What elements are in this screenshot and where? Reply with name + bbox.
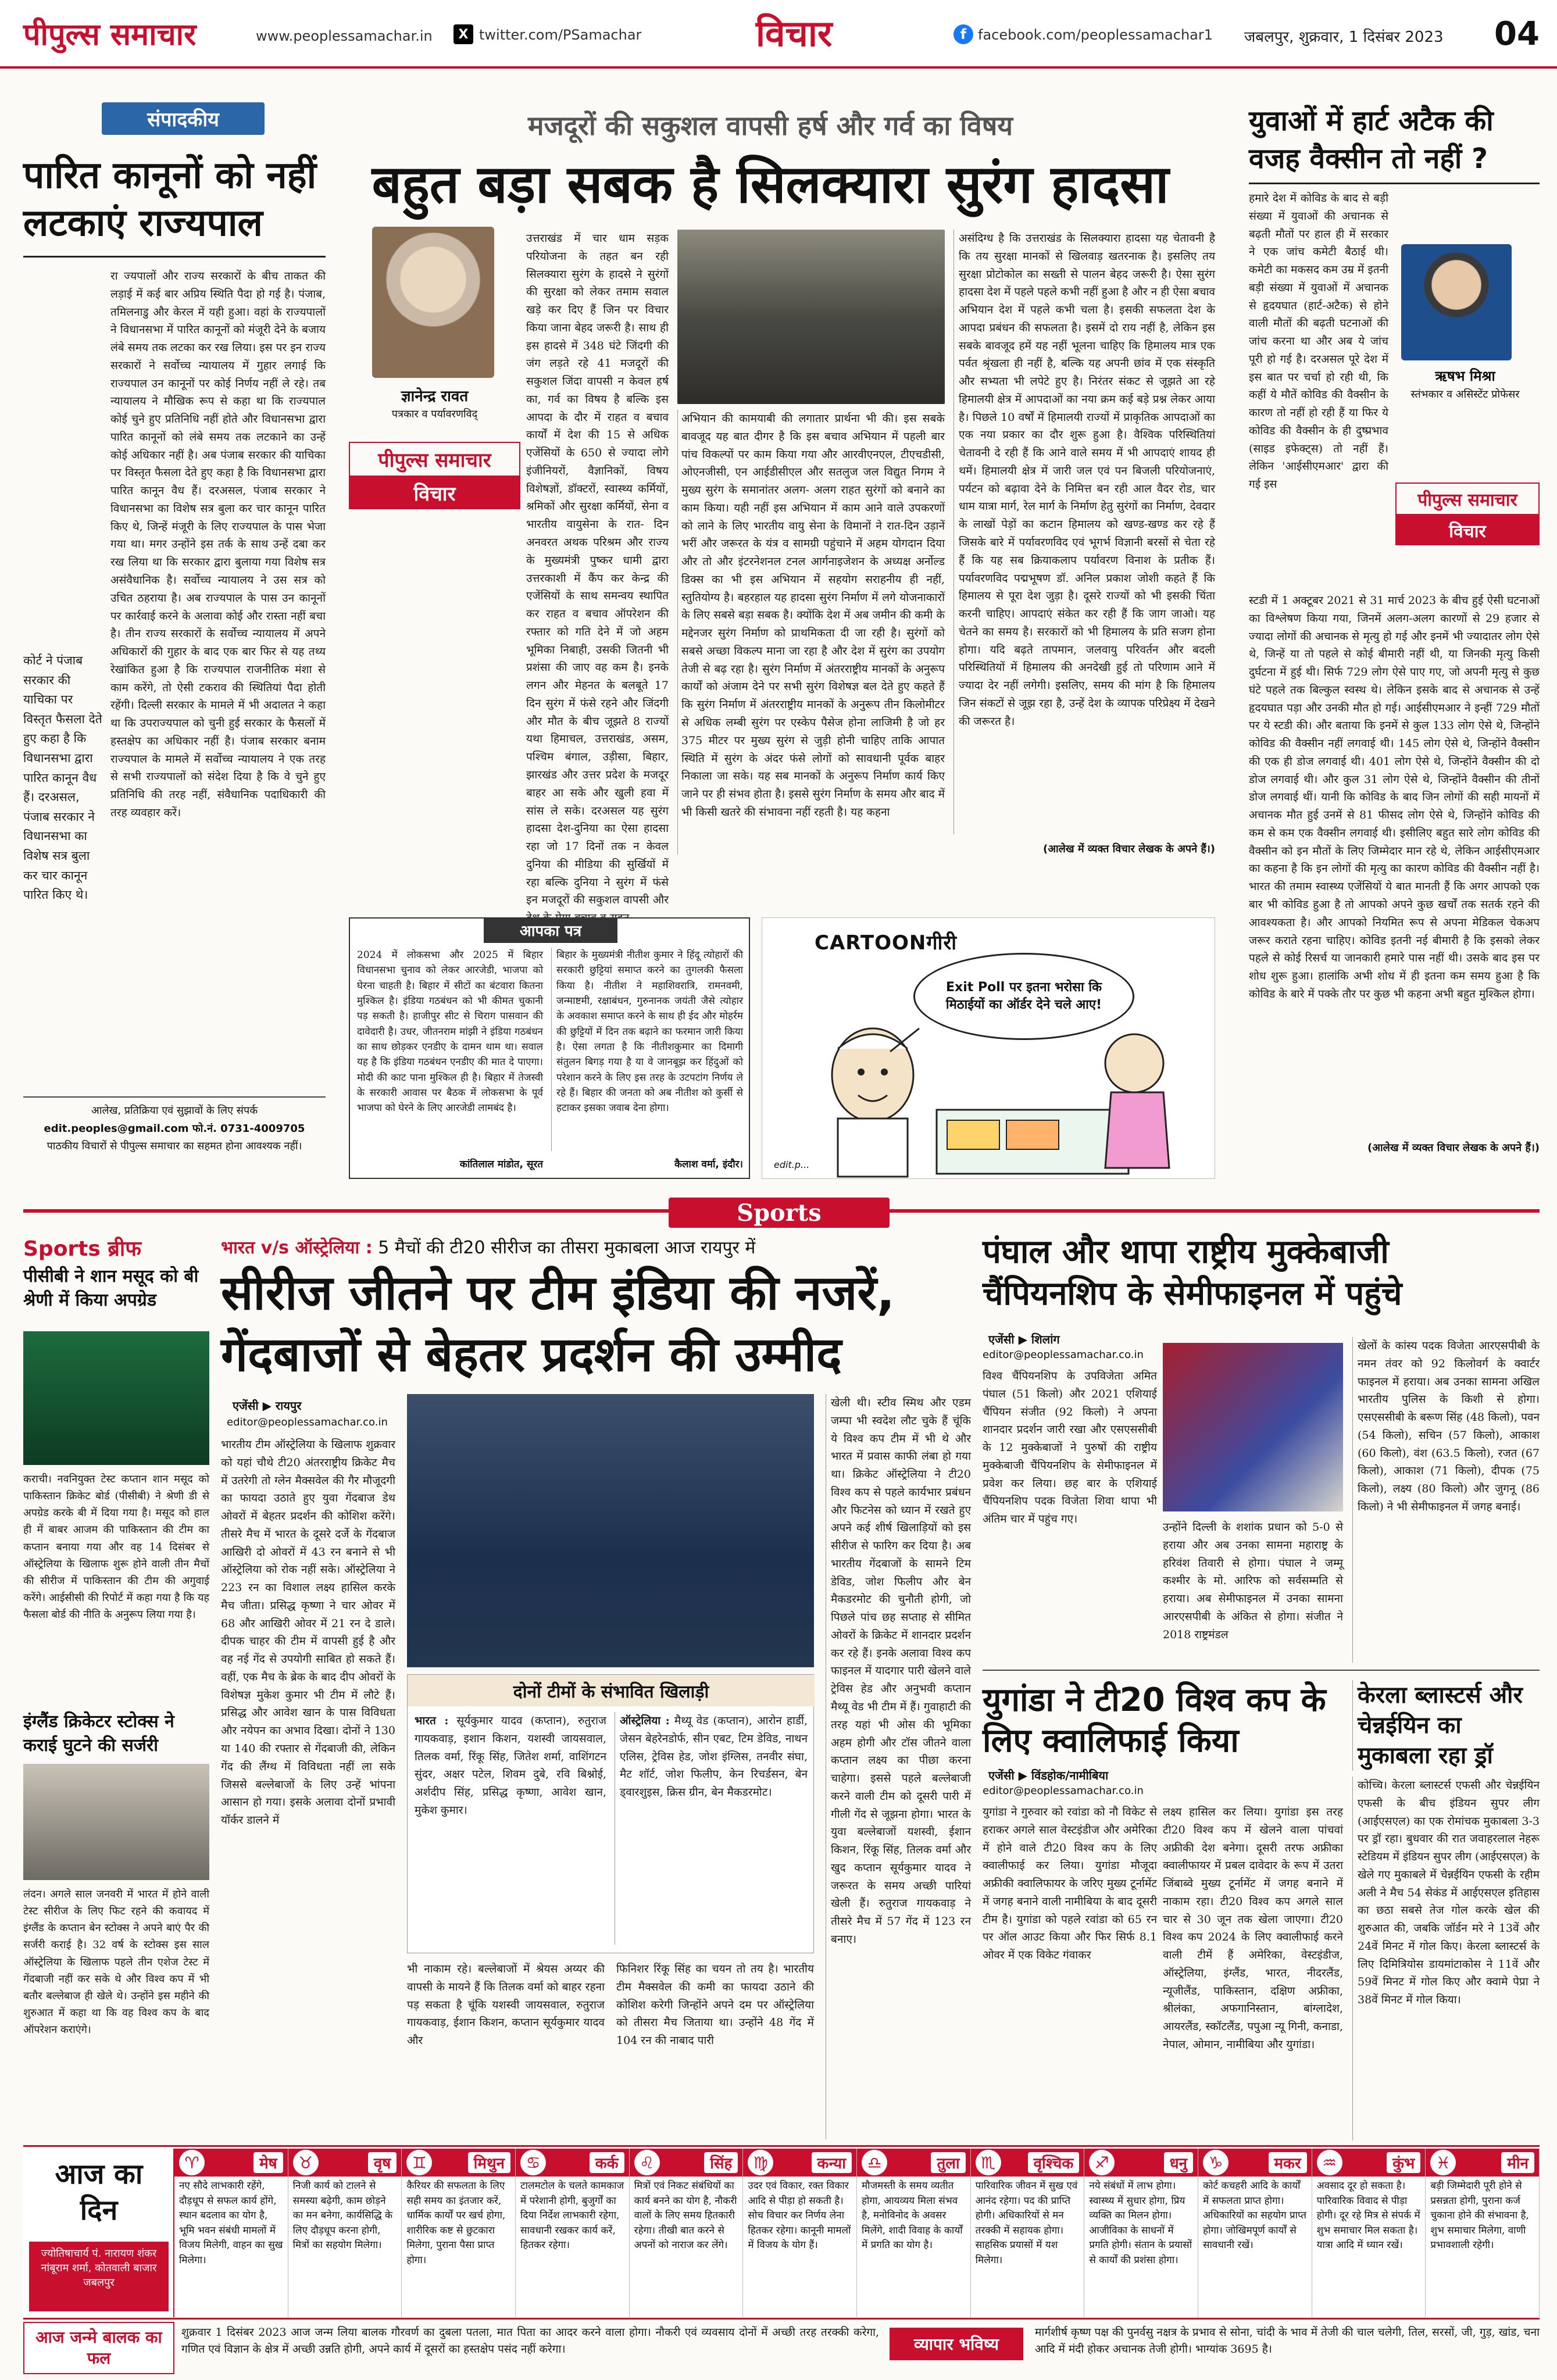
- letter-2-author: कैलाश वर्मा, इंदौर।: [674, 1159, 743, 1170]
- zodiac-icon: ♒: [1317, 2150, 1342, 2175]
- boxing-email[interactable]: editor@peoplessamachar.co.in: [983, 1349, 1144, 1361]
- main-agency: एजेंसी ▶ रायपुर: [233, 1399, 302, 1413]
- rashi-prediction: मित्रों एवं निकट संबंधियों का कार्य बनने का योग है, नौकरी वालों के लिए समय हितकारी रहेगा। तीखी बात करने से अपनों को नाराज कर लेंगे।: [634, 2180, 737, 2251]
- kerala-body: कोच्चि। केरला ब्लास्टर्स एफसी और चेन्नईयिन एफसी के बीच इंडियन सुपर लीग (आईएसएल) का एक रोमांचक मुकाबला 3-3 पर ड्रॉ रहा। बुधवार की रात जवाहरलाल नेहरू स्टेडियम में इंडियन सुपर लीग (आईएसएल) के खेले गए मुकाबले में चेन्नईयिन एफसी के रहीम अली ने मैच 54 सेकंड में आईएसएल इतिहास का छठा सबसे तेज गोल करके खेल की शुरुआत की, जबकि जॉर्डन मरे ने 13वें और 24वें मिनट में गोल किए। केरला ब्लास्टर्स के लिए दिमित्रियोस डायमांटाकोस ने 11वें और 59वें मिनट में गोल किए और क्वामे पेप्रा ने 38वें मिनट में गोल किया।: [1352, 1777, 1540, 2140]
- tunnel-photo: [677, 230, 945, 404]
- zodiac-icon: ♑: [1203, 2150, 1229, 2175]
- uganda-email[interactable]: editor@peoplessamachar.co.in: [983, 1785, 1144, 1797]
- squad-india-label: भारत :: [415, 1714, 449, 1727]
- editorial-headline: पारित कानूनों को नहीं लटकाएं राज्यपाल: [23, 154, 317, 245]
- cartoon-drawing: [762, 918, 1216, 1180]
- sports-banner: Sports: [669, 1198, 890, 1228]
- rashi-prediction: नये संबंधों में लाभ होगा। स्वास्थ्य में सुधार होगा, प्रिय व्यक्ति का मिलन होगा। आजीविका के साधनों में प्रगति होगी। संतान के प्रयासों से कार्यों की प्रशंसा होगा।: [1089, 2180, 1192, 2266]
- letter-1-author: कांतिलाल मांडोत, सूरत: [459, 1159, 543, 1170]
- rashi-header: [1426, 2149, 1539, 2177]
- sidebar-brand-section: विचार: [1395, 515, 1540, 545]
- horoscope-title-2: दिन: [80, 2194, 118, 2227]
- rashi-cell: [1084, 2149, 1198, 2317]
- editorial-rule: [23, 256, 326, 258]
- website-link[interactable]: www.peoplessamachar.in: [256, 28, 433, 44]
- uganda-col1: युगांडा ने गुरुवार को रवांडा को नौ विकेट से हराकर अगले साल वेस्टइंडीज और अमेरिका में होने वाले टी20 विश्व कप के लिए क्वालीफाई कर लिया। युगांडा मौजूदा अफ्रीकी क्वालिफायर के जरिए मुख्य टूर्नामेंट में जगह बनाने वाली नामीबिया के बाद दूसरी टीम है। युगांडा को पहले रवांडा को 65 रन पर ऑल आउट किया और फिर सिर्फ 8.1 ओवर में एक विकेट गंवाकर: [983, 1806, 1157, 1962]
- rashi-name: मकर: [1269, 2152, 1307, 2173]
- squad-aus-list: मैथ्यू वेड (कप्तान), आरोन हार्डी, जेसन बेहरेनडोर्फ, सीन एबट, टिम डेविड, नाथन एलिस, ट्रेविस हेड, जोश इंग्लिस, तनवीर संघा, मैट शॉर्ट, जोश फिलीप, केन रिचर्डसन, बेन ड्वारशुइस, क्रिस ग्रीन, बेन मैकडरमोट।: [620, 1714, 808, 1799]
- rashi-cell: [1312, 2149, 1426, 2317]
- main-headline-2: गेंदबाजों से बेहतर प्रदर्शन की उम्मीद: [221, 1327, 842, 1382]
- rashi-prediction: अवसाद दूर हो सकता है। पारिवारिक विवाद से पीड़ा होगी। दूर रहे मित्र से संपर्क में शुभ समाचार मिल सकता है। यात्रा आदि में ध्यान रखें।: [1316, 2180, 1420, 2251]
- sidebar-disclaimer: (आलेख में व्यक्त विचार लेखक के अपने हैं।): [1367, 1142, 1540, 1154]
- facebook-link[interactable]: facebook.com/peoplessamachar1: [978, 27, 1213, 43]
- rashi-cell: [743, 2149, 857, 2317]
- rashi-name: वृश्चिक: [1028, 2152, 1080, 2173]
- masthead: [0, 0, 1557, 69]
- rashi-name: कुंभ: [1387, 2152, 1420, 2173]
- rashi-name: मिथुन: [468, 2152, 510, 2173]
- rashi-header: [971, 2149, 1084, 2177]
- uganda-headline: युगांडा ने टी20 विश्व कप के लिए क्वालिफाई किया: [983, 1681, 1326, 1760]
- zodiac-icon: ♋: [520, 2150, 546, 2175]
- rashi-cell: [516, 2149, 630, 2317]
- squad-india: [415, 1712, 606, 1945]
- boxing-col1: विश्व चैंपियनशिप के उपविजेता अमित पंघाल (51 किलो) और 2021 एशियाई चैंपियन संजीत (92 किलो) ने अपना शानदार प्रदर्शन जारी रखा और एसएससीबी के 12 मुक्केबाजों ने पुरुषों की राष्ट्रीय मुक्केबाजी चैंपियनशिप के सेमीफाइनल में प्रवेश कर लिया। छह बार के एशियाई चैंपियनशिप पदक विजेता शिवा थापा भी अंतिम चार में पहुंच गए।: [983, 1370, 1157, 1526]
- zodiac-icon: ♉: [293, 2150, 319, 2175]
- brief-2-photo: [23, 1764, 209, 1880]
- rashi-header: [857, 2149, 970, 2177]
- astrologer-credit: ज्योतिषाचार्य पं. नारायण शंकर नांबूराम शर्मा, कोतवाली बाजार जबलपुर: [29, 2242, 169, 2311]
- author-photo: [372, 227, 494, 378]
- boxing-col2: उन्होंने दिल्ली के शशांक प्रधान को 5-0 से हराया और अब उनका सामना महाराष्ट्र के हरिवंश तिवारी से होगा। पंघाल ने जम्मू कश्मीर के मो. आरिफ को सर्वसम्मति से हराया। अब सेमीफाइनल में उनका सामना आरएसपीबी के अंकित से होगा। संजीत ने 2018 राष्ट्रमंडल: [1163, 1521, 1343, 1641]
- zodiac-icon: ♎: [862, 2150, 887, 2175]
- main-kicker-text: 5 मैचों की टी20 सीरीज का तीसरा मुकाबला आज रायपुर में: [378, 1238, 756, 1258]
- rashi-prediction: कोर्ट कचहरी आदि के कार्यों में सफलता प्राप्त होगा। अधिकारियों का सहयोग प्राप्त होगा। जोखिमपूर्ण कार्यों से सावधानी रखें।: [1203, 2180, 1306, 2251]
- lead-disclaimer: (आलेख में व्यक्त विचार लेखक के अपने हैं।): [1043, 843, 1215, 855]
- sports-mid-rule: [983, 1670, 1540, 1671]
- page-number: 04: [1494, 15, 1540, 53]
- sidebar-author-role: स्तंभकार व असिस्टेंट प्रोफेसर: [1410, 388, 1520, 401]
- main-kicker-label: भारत v/s ऑस्ट्रेलिया :: [221, 1238, 373, 1258]
- rashi-cell: [174, 2149, 288, 2317]
- rashi-header: [1312, 2149, 1426, 2177]
- rashi-prediction: पारिवारिक जीवन में सुख एवं आनंद रहेगा। पद की प्राप्ति होगी। अधिकारियों से मन तरक्की में सहायक होगा। साहसिक प्रयासों में यश मिलेगा।: [975, 2180, 1078, 2266]
- author-role: पत्रकार व पर्यावरणविद्: [391, 408, 478, 420]
- born-today-text: शुक्रवार 1 दिसंबर 2023 आज जन्म लिया बालक गौरवर्ण का दुबला पतला, मात पिता का आदर करने वाला होगा। नौकरी एवं व्यवसाय दोनों में अच्छी तरह तरक्की करेगा, गणित एवं विज्ञान के क्षेत्र में अच्छी उन्नति होगी, अपने कार्य में दूसरों का हस्तक्षेप पसंद नहीं करेगा।: [181, 2326, 880, 2356]
- boxing-agency: एजेंसी ▶ शिलांग: [988, 1332, 1060, 1346]
- sidebar-intro: हमारे देश में कोविड के बाद से बड़ी संख्या में युवाओं की अचानक से बढ़ती मौतों पर हाल ही में सरकार ने एक जांच कमेटी बैठाई थी। कमेटी का मकसद कम उम्र में इतनी बड़ी संख्या में युवाओं में अचानक से हृदयघात (हार्ट-अटैक) से होने वाली मौतों की बढ़ती घटनाओं की जांच करना था और अब ये जांच पूरी हो गई है। दरअसल पूरे देश में इस बात पर चर्चा हो रही थी, कि कहीं ये मौतें कोविड की वैक्सीन के कारण तो नहीं हो रही हैं या फिर ये कोविड की वैक्सीन के ही दुष्प्रभाव (साइड इफेक्ट्स) तो नहीं हैं। लेकिन 'आईसीएमआर' द्वारा की गई इस: [1249, 192, 1388, 491]
- letters-box: [349, 917, 750, 1179]
- lead-col3: असंदिग्ध है कि उत्तराखंड के सिलक्यारा हादसा यह चेतावनी है कि तय सुरक्षा मानकों से खिलवाड़ खतरनाक है। इसलिए तय सुरक्षा प्रोटोकोल का सख्ती से पालन बेहद जरूरी है। ऐसा सुरंग हादसा देश में पहले पहले कभी नहीं हुआ है और न ही ऐसा बचाव अभियान देश में पहले कभी चला है। इसकी सफलता देश के आपदा प्रबंधन की सफलता है। इसमें दो राय नहीं है, लेकिन इस सबके बावजूद हमें यह नहीं भूलना चाहिए कि हिमालय मात्र एक पर्वत श्रृंखला ही नहीं है, बल्कि यह अपनी छांव में एक संस्कृति और सभ्यता भी लपेटे हुए है। निरंतर संकट से जूझते आ रहे हिमालयी क्षेत्र में आपदाओं का नया क्रम कई बड़े प्रश्न लेकर आया है। पिछले 10 वर्षों में हिमालयी राज्यों में प्राकृतिक आपदाओं का एक नया प्रकार का दौर शुरू हुआ है। वैश्विक परिस्थितियां चेतावनी दे रही हैं कि आने वाले समय में भी आपदाएं शायद ही थमें। हिमालयी क्षेत्र में जारी जल एवं पन बिजली परियोजनाएं, पर्यटन को बढ़ावा देने के निमित्त बन रही आल वैदर रोड, चार धाम यात्रा मार्ग, रेल मार्ग के निर्माण हेतु सुरंगों का निर्माण, देवदार के लाखों पेड़ों का कटान हिमालय को खण्ड-खण्ड कर रहे हैं जिसके बारे में पर्यावरणविद एवं भूगर्भ विज्ञानी बरसों से चेता रहे हैं कि यह सब क्रियाकलाप पर्यावरण विनाश के प्रतीक हैं। पर्यावरणविद पद्मभूषण डॉ. अनिल प्रकाश जोशी कहते हैं कि हिमालय से पूरा देश जुड़ा है। दूसरे राज्यों को भी इसकी चिंता करनी चाहिए। आपदाएं संकेत कर रही हैं कि जाग जाओ। यह चेतने का समय है। सरकारों को भी हिमालय के प्रति सजग होना होगा। यदि बढ़ते तापमान, जलवायु परिवर्तन और बदली परिस्थितियों में हिमालय की अनदेखी हुई तो परिणाम आने में ज्यादा देर नहीं लगेगी। इसलिए, समय की मांग है कि हिमालय जिन संकटों से जूझ रहा है, उन्हें देश के व्यापक परिप्रेक्ष्य में देखने की जरूरत है।: [954, 230, 1215, 834]
- editorial-tag: संपादकीय: [102, 102, 265, 135]
- twitter-icon: X: [453, 24, 473, 44]
- rashi-name: तुला: [931, 2152, 965, 2173]
- squad-aus-label: ऑस्ट्रेलिया :: [620, 1714, 670, 1727]
- letter-2: बिहार के मुख्यमंत्री नीतीश कुमार ने हिंदू त्योहारों की सरकारी छुट्टियां समाप्त करने का तुगलकी फैसला किया है। नीतीश ने महाशिवरात्रि, रामनवमी, जन्माष्टमी, रक्षाबंधन, गुरुनानक जयंती जैसे त्योहार के अवकाश समाप्त करने के साथ ही ईद और मोहर्रम की छुट्टियों में दिन तक बढ़ाने का फरमान जारी किया है। ऐसा लगता है कि नीतीशकुमार का दिमागी संतुलन बिगड़ गया है या वे जानबूझ कर हिंदुओं को परेशान करने के लिए इस तरह के उटपटांग निर्णय ले रहे हैं। बिहार की जनता को अब नीतीश को कुर्सी से हटाकर इसका जवाब देना होगा।: [551, 948, 743, 1151]
- twitter-link[interactable]: twitter.com/PSamachar: [479, 27, 642, 43]
- zodiac-icon: ♐: [1089, 2150, 1115, 2175]
- rashi-prediction: उदर एवं विकार, रक्त विकार आदि से पीड़ा हो सकती है। सोच विचार कर निर्णय लेना हितकर रहेगा। कानूनी मामलों में विजय के योग हैं।: [748, 2180, 851, 2251]
- zodiac-icon: ♊: [406, 2150, 432, 2175]
- zodiac-icon: ♌: [634, 2150, 660, 2175]
- rashi-prediction: कैरियर की सफलता के लिए सही समय का इंतजार करें, धार्मिक कार्यों पर खर्च होगा, शारीरिक कष्ट से छुटकारा मिलेगा, पुराना पैसा प्राप्त होगा।: [406, 2180, 506, 2266]
- cartoon-title: CARTOONगीरी: [815, 931, 958, 955]
- rashi-cell: [857, 2149, 971, 2317]
- speech-bubble: Exit Poll पर इतना भरोसा कि मिठाईयों का ऑर्डर देने चले आए!: [913, 953, 1134, 1040]
- boxing-headline-2: चैंपियनशिप के सेमीफाइनल में पहुंचे: [983, 1275, 1402, 1313]
- brief-2-headline: इंग्लैंड क्रिकेटर स्टोक्स ने कराई घुटने की सर्जरी: [23, 1711, 174, 1756]
- facebook-icon: f: [954, 24, 973, 44]
- footer-disclaimer: पाठकीय विचारों से पीपुल्स समाचार का सहमत होना आवश्यक नहीं।: [47, 1140, 302, 1153]
- sidebar-headline: युवाओं में हार्ट अटैक की वजह वैक्सीन तो नहीं ?: [1249, 105, 1494, 175]
- main-col1: भारतीय टीम ऑस्ट्रेलिया के खिलाफ शुक्रवार को यहां चौथे टी20 अंतरराष्ट्रीय क्रिकेट मैच में उतरेगी तो ग्लेन मैक्सवेल की गैर मौजूदगी का फायदा उठाते हुए युवा गेंदबाज डेथ ओवरों में बेहतर प्रदर्शन की कोशिश करेंगे। तीसरे मैच में भारत के दूसरे दर्जे के गेंदबाज आखिरी दो ओवरों में 43 रन बनाने से भी ऑस्ट्रेलिया को रोक नहीं सके। ऑस्ट्रेलिया ने 223 रन का विशाल लक्ष्य हासिल करके मैच जीता। प्रसिद्ध कृष्णा ने चार ओवर में 68 और आखिरी ओवर में 21 रन दे डाले। दीपक चाहर की टीम में वापसी हुई है और वह नई गेंद से उपयोगी साबित हो सकते हैं। वहीं, एक मैच के ब्रेक के बाद दीप ओवरों के विशेषज्ञ मुकेश कुमार भी टीम में लौटे हैं। प्रसिद्ध और आवेश खान के पास विविधता और नयेपन का अभाव दिखा। दोनों ने 130 या 140 की रफ्तार से गेंदबाजी की, लेकिन गेंद की लैंग्थ में विविधता नहीं ला सके जिससे बल्लेबाजों के लिए उन्हें भांपना आसान हो गया। इसके अलावा दोनों प्रभावी यॉर्कर डालने में: [221, 1438, 395, 1827]
- rashi-name: मेष: [253, 2152, 283, 2173]
- author-name: ज्ञानेन्द्र रावत: [401, 388, 469, 405]
- cartoon-panel: [762, 917, 1215, 1179]
- main-col3: फिनिशर रिंकू सिंह का चयन तो तय है। भारतीय टीम मैक्सवेल की कमी का फायदा उठाने की कोशिश करेगी जिन्होंने अपने दम पर ऑस्ट्रेलिया को तीसरा मैच जिताया था। उन्होंने 48 गेंद में 104 रन की नाबाद पारी: [616, 1963, 814, 2047]
- zodiac-icon: ♈: [179, 2150, 205, 2175]
- rashi-prediction: निजी कार्य को टालने से समस्या बढ़ेगी, काम छोड़ने का मन बनेगा, कार्यसिद्धि के लिए दौड़धूप करना होगी, मित्रों का सहयोग मिलेगा।: [292, 2180, 393, 2251]
- footer-contact-label: आलेख, प्रतिक्रिया एवं सुझावों के लिए संपर्क: [91, 1105, 258, 1117]
- sidebar-brand-logo: पीपुल्स समाचार: [1395, 483, 1540, 515]
- sidebar-author-photo: [1401, 244, 1512, 360]
- boxing-col3: खेलों के कांस्य पदक विजेता आरएसपीबी के नमन तंवर को 92 किलोवर्ग के क्वार्टर फाइनल में हराया। अब उनका सामना अखिल भारतीय पुलिस के किशी से होगा। एसएससीबी के बरूण सिंह (48 किलो), पवन (54 किलो), सचिन (57 किलो), आकाश (60 किलो), वंश (63.5 किलो), रजत (67 किलो), आकाश (71 किलो), दीपक (75 किलो), लक्ष्य (80 किलो) और जुगनू (86 किलो) ने भी सेमीफाइनल में जगह बनाई।: [1352, 1337, 1540, 1663]
- brief-1-photo: [23, 1331, 209, 1465]
- main-headline-1: सीरीज जीतने पर टीम इंडिया की नजरें,: [221, 1266, 895, 1321]
- rashi-prediction: नए सौदे लाभकारी रहेंगे, दौड़धूप से सफल कार्य होंगे, स्थान बदलाव का योग है, भूमि भवन संबंधी मामलों में विजय मिलेगी, वाहन का सुख मिलेगा।: [179, 2180, 283, 2266]
- rashi-prediction: मौजमस्ती के समय व्यतीत होगा, आयव्यय मिला संभव है, मनोविनोद के अवसर मिलेंगे, शादी विवाह के कार्यों में प्रगति का योग है।: [862, 2180, 963, 2251]
- brand-logo: पीपुल्स समाचार: [349, 442, 520, 477]
- zodiac-icon: ♍: [748, 2150, 773, 2175]
- brand-section: विचार: [349, 477, 520, 509]
- rashi-name: मीन: [1501, 2152, 1534, 2173]
- brief-1-headline: पीसीबी ने शान मसूद को बी श्रेणी में किया अपग्रेड: [23, 1266, 199, 1310]
- footer-email[interactable]: edit.peoples@gmail.com फो.नं. 0731-4009705: [44, 1122, 305, 1135]
- rashi-name: कन्या: [812, 2152, 852, 2173]
- squad-title: दोनों टीमों के संभावित खिलाड़ी: [408, 1675, 815, 1706]
- brief-2-body: लंदन। अगले साल जनवरी में भारत में होने वाली टेस्ट सीरीज के लिए फिट रहने की कवायद में इंग्लैंड के कप्तान बेन स्टोक्स ने अपने बाएं पैर की सर्जरी कराई है। 32 वर्ष के स्टोक्स इस साल ऑस्ट्रेलिया के खिलाफ पहले तीन एशेज टेस्ट में गेंदबाजी नहीं कर सके थे और विश्व कप में भी बतौर बल्लेबाज ही खेले थे। उन्होंने इस महीने की शुरुआत में कहा था कि वह विश्व कप के बाद ऑपरेशन कराएंगे।: [23, 1888, 209, 2036]
- lead-col2: अभियान की कामयाबी की लगातार प्रार्थना भी की। इस सबके बावजूद यह बात दीगर है कि इस बचाव अभियान में पहली बार पांच विकल्पों पर काम किया गया और आरवीएनएल, टीएचडीसी, ओएनजीसी, एन आईडीसीएल और सतलुज जल विद्युत निगम ने मुख्य सुरंग के समानांतर अलग- अलग राहत सुरंगों को बनाने का काम किया। यही नहीं इस अभियान में काम आने वाले उपकरणों को लाने के लिए भारतीय वायु सेना के विमानों ने रात-दिन उड़ानें भरीं और जरूरत के यंत्र व सामग्री पहुंचाने में अहम योगदान दिया और तो और इंटरनेशनल टनल आर्गनाइजेशन के अध्यक्ष अर्नोल्ड डिक्स का भी इस अभियान में सहयोग सराहनीय ही नहीं, स्तुतियोग्य है। बहरहाल यह हादसा सुरंग निर्माण में लगे योजनाकारों के लिए सबसे बड़ा सबक है। क्योंकि देश में अब जमीन की कमी के मद्देनजर सुरंग निर्माण को प्राथमिकता दी जा रही है। सुरंगों को सबसे अच्छा विकल्प माना जा रहा है और देश में सुरंग का उपयोग तेजी से बढ़ रहा है। सुरंग निर्माण में अंतरराष्ट्रीय मानकों के अनुरूप कार्यों को अंजाम देने पर सभी सुरंग विशेषज्ञ बल देते हुए कहते हैं कि सुरंग निर्माण में अंतरराष्ट्रीय मानकों के अनुरूप तीन किलोमीटर से अधिक लम्बी सुरंग पर एस्केप पैसेज होना लाजिमी है जो हर 375 मीटर पर मुख्य सुरंग से जुड़ी होनी चाहिए ताकि आपात स्थिति में सुरंग के अंदर फंसे लोगों को सावधानी पूर्वक बाहर निकाला जा सके। यह सब मानकों के अनुरूप निर्माण कार्य किए जाने पर ही संभव होता है। इससे सुरंग निर्माण के समय और बाद में भी किसी खतरे की संभावना नहीं रहती है। यह कहना: [677, 410, 945, 855]
- rashi-header: [402, 2149, 515, 2177]
- lead-headline: बहुत बड़ा सबक है सिलक्यारा सुरंग हादसा: [372, 154, 1169, 215]
- rashi-header: [174, 2149, 288, 2177]
- born-today-label: आज जन्मे बालक का फल: [23, 2322, 174, 2374]
- masthead-logo[interactable]: पीपुल्स समाचार: [23, 17, 197, 52]
- editorial-body: रा ज्यपालों और राज्य सरकारों के बीच ताकत की लड़ाई में कई बार अप्रिय स्थिति पैदा हो गई है। पंजाब, तमिलनाडु और केरल में यही हुआ। वहां के राज्यपालों ने विधानसभा में पारित कानूनों को मंजूरी देने के बजाय लंबे समय तक लटका कर रख लिया। इस पर इन राज्य सरकारों ने सर्वोच्च न्यायालय में गुहार लगाई कि राज्यपाल उन कानूनों पर कोई निर्णय नहीं ले रहे। तब न्यायालय ने मौखिक रूप से कहा था कि राज्यपाल कोई चुने हुए प्रतिनिधि नहीं होते और विधानसभा द्वारा पारित कानूनों को लंबे समय तक लटकाने का उन्हें कोई अधिकार नहीं है। अब पंजाब सरकार की याचिका पर विस्तृत फैसला देते हुए कहा है कि विधानसभा द्वारा पारित कानून वैध हैं। दरअसल, पंजाब सरकार ने विधानसभा का विशेष सत्र बुला कर चार कानून पारित किए थे, जिन्हें मंजूरी के लिए राज्यपाल के पास भेजा गया था। मगर उन्होंने इस तर्क के साथ उन्हें दबा कर रख लिया था कि सरकार द्वारा बुलाया गया विशेष सत्र असंवैधानिक है। सर्वोच्च न्यायालय ने उस सत्र को उचित ठहराया है। अब राज्यपाल के पास उन कानूनों पर कार्रवाई करने के अलावा कोई और रास्ता नहीं बचा है। तीन राज्य सरकारों के सर्वोच्च न्यायालय में अपने अधिकारों की गुहार के बाद एक बार फिर से यह तथ्य रेखांकित हुआ है कि राज्यपाल राजनीतिक मंशा से काम करेंगे, तो ऐसी टकराव की स्थितियां पैदा होती रहेंगी। दिल्ली सरकार के मामले में भी अदालत ने कहा था कि उपराज्यपाल को चुनी हुई सरकार के फैसलों में हस्तक्षेप का अधिकार नहीं है। पंजाब सरकार बनाम राज्यपाल के मामले में सर्वोच्च न्यायालय ने एक तरह से सभी राज्यपालों को संदेश दिया है कि वे चुने हुए प्रतिनिधि की तरह नहीं, संवैधानिक पदाधिकारी की तरह व्यवहार करें।: [110, 270, 326, 819]
- main-email[interactable]: editor@peoplessamachar.co.in: [227, 1416, 388, 1428]
- sidebar-body: स्टडी में 1 अक्टूबर 2021 से 31 मार्च 2023 के बीच हुई ऐसी घटनाओं का विश्लेषण किया गया, जिनमें अलग-अलग कारणों से 29 हजार से ज्यादा लोगों की अचानक से मृत्यु हो गई और इनमें भी ज्यादातर लोग ऐसे थे, जिन्हें या तो पहले से कोई बीमारी नहीं थी, या जिनकी मृत्यु किसी दुर्घटना में हुई थी। सिर्फ 729 लोग ऐसे पाए गए, जो अपनी मृत्यु से कुछ घंटे पहले तक बिल्कुल स्वस्थ थे। लेकिन इसके बाद से अचानक से उन्हें हृदयघात पड़ा और उनकी मौत हो गई। आईसीएमआर ने इन्हीं 729 मौतों पर ये स्टडी की। और बताया कि इनमें से कुल 133 लोग ऐसे थे, जिन्होंने कोविड की वैक्सीन नहीं लगवाई थी। 145 लोग ऐसे थे, जिन्होंने वैक्सीन की एक ही डोज लगवाई थी। 401 लोग ऐसे थे, जिन्होंने वैक्सीन की दो डोज लगवाई थी। और कुल 31 लोग ऐसे थे, जिन्होंने वैक्सीन की तीनों डोज लगवाई थीं। यानी कि कोविड के बाद जिन लोगों की सही मायनों में अचानक मौत हुई उनमें से 81 फीसद लोग ऐसे थे, जिन्होंने कोविड की कम से कम एक वैक्सीन लगवाई थी। इसीलिए बहुत सारे लोग कोविड की वैक्सीन को इन मौतों के लिए जिम्मेदार मान रहे थे, लेकिन आईसीएमआर का कहना है कि इन लोगों की मृत्यु का कारण कोविड की वैक्सीन नहीं है। भारत की तमाम स्वास्थ्य एजेंसियों ये बात मानती हैं कि अगर आपको एक बार भी कोविड हुआ है तो आपको अपने कुछ खर्चों तक सतर्क रहने की आवश्यकता है। और आपको नियमित रूप से अपना मेडिकल चेकअप जरूर कराते रहना चाहिए। कोविड इतनी नई बीमारी है कि इसको लेकर पहले से कोई रिसर्च या जानकारी हमारे पास नहीं थी। उसके बाद इस पर शोध शुरू हुआ। हालांकि अभी शोध में ही इतना कम समय हुआ है कि कोविड के बारे में पक्के तौर पर कुछ भी कहना अभी बहुत मुश्किल होगा।: [1249, 594, 1540, 1000]
- main-col4: खेली थी। स्टीव स्मिथ और एडम जम्पा भी स्वदेश लौट चुके हैं चूंकि ये विश्व कप टीम में भी थे और भारत में प्रवास काफी लंबा हो गया था। क्रिकेट ऑस्ट्रेलिया ने टी20 विश्व कप से पहले कार्यभार प्रबंधन और फिटनेस को ध्यान में रखते हुए अपने कई शीर्ष खिलाड़ियों को इस सीरीज से फारिग कर दिया है। अब भारतीय गेंदबाजों के सामने टिम डेविड, जोश फिलीप और बेन मैकडरमोट की चुनौती होगी, जो पिछले पांच छह सप्ताह से सीमित ओवरों के क्रिकेट में शानदार प्रदर्शन कर रहे हैं। इनके अलावा विश्व कप फाइनल में यादगार पारी खेलने वाले ट्रेविस हेड और अनुभवी कप्तान मैथ्यू वेड भी टीम में हैं। गुवाहाटी की तरह यहां भी ओस की भूमिका अहम होगी और टॉस जीतने वाला कप्तान लक्ष्य का पीछा करना चाहेगा। इससे पहले बल्लेबाजी करने वाली टीम को दूसरी पारी में गीली गेंद से जूझना होगा। भारत के युवा बल्लेबाजों यशस्वी, ईशान किशन, रिंकू सिंह, तिलक वर्मा और खुद कप्तान सूर्यकुमार यादव ने जरूरत के समय अच्छी पारियां खेली हैं। रुतुराज गायकवाड़ ने तीसरे मैच में 57 गेंद में 123 रन बनाए।: [826, 1394, 971, 2139]
- brief-1-body: कराची। नवनियुक्त टेस्ट कप्तान शान मसूद को पाकिस्तान क्रिकेट बोर्ड (पीसीबी) ने श्रेणी डी से अपग्रेड करके बी में दिया गया है। मसूद को हाल ही में बाबर आजम की पाकिस्तान की टीम का कप्तान बनाया गया और वह 14 दिसंबर से ऑस्ट्रेलिया के खिलाफ शुरू होने वाली तीन मैचों की सीरीज में पाकिस्तान की टीम की अगुवाई करेंगे। आईसीसी की रिपोर्ट में कहा गया है कि यह फैसला बोर्ड की नीति के अनुरूप लिया गया है।: [23, 1473, 209, 1621]
- rashi-cell: [630, 2149, 744, 2317]
- trade-label: व्यापार भविष्य: [890, 2328, 1023, 2360]
- sidebar-rule: [1249, 183, 1540, 184]
- uganda-agency: एजेंसी ▶ विंडहोक/नामीबिया: [988, 1768, 1109, 1782]
- rashi-cell: [1198, 2149, 1312, 2317]
- squad-india-list: सूर्यकुमार यादव (कप्तान), रुतुराज गायकवाड़, इशान किशन, यशस्वी जायसवाल, तिलक वर्मा, रिंकू सिंह, जितेश शर्मा, वाशिंगटन सुंदर, अक्षर पटेल, शिवम दुबे, रवि बिश्नोई, अर्शदीप सिंह, प्रसिद्ध कृष्णा, आवेश खान, मुकेश कुमार।: [415, 1714, 606, 1817]
- dateline: जबलपुर, शुक्रवार, 1 दिसंबर 2023: [1244, 28, 1444, 46]
- rashi-name: धनु: [1164, 2152, 1193, 2173]
- cartoon-signature: edit.p...: [774, 1159, 810, 1170]
- uganda-col2: लक्ष्य हासिल कर लिया। युगांडा इस तरह टी20 विश्व कप में खेलने वाला पांचवां अफ्रीकी देश बनेगा। दूसरी तरफ अफ्रीका क्वालीफायर में प्रबल दावेदार के रूप में उतरा जिंबाब्वे मुख्य टूर्नामेंट में जगह बनाने में नाकाम रहा। टी20 विश्व कप अगले साल चार से 30 जून तक खेला जाएगा। टी20 विश्व कप 2024 के लिए क्वालीफाई करने वाली टीमें हैं अमेरिका, वेस्टइंडीज, ऑस्ट्रेलिया, इंग्लैंड, भारत, नीदरलैंड, न्यूजीलैंड, पाकिस्तान, दक्षिण अफ्रीका, श्रीलंका, अफगानिस्तान, बांग्लादेश, आयरलैंड, स्कॉटलैंड, पपुआ न्यू गिनी, कनाडा, नेपाल, ओमान, नामीबिया और युगांडा।: [1163, 1806, 1343, 2051]
- horoscope-title-1: आज का: [55, 2158, 143, 2190]
- letter-1: 2024 में लोकसभा और 2025 में बिहार विधानसभा चुनाव को लेकर आरजेडी, भाजपा को घेरना चाहती है। बिहार में सीटों का बंटवारा कितना मुश्किल है। इंडिया गठबंधन को भी कीमत चुकानी पड़ सकती है। हाजीपुर सीट से चिराग पासवान की दावेदारी है। उधर, जीतनराम मांझी ने इंडिया गठबंधन का साथ छोड़कर एनडीए के दामन थाम था। सवाल यह है कि इंडिया गठबंधन एनडीए की मात दे पाएगा। मोदी की काट पाना मुश्किल ही है। बिहार में तेजस्वी के सरकारी आवास पर बैठक में लोकसभा के पूर्व भाजपा को घेरने के लिए आरजेडी लामबंद है।: [357, 949, 543, 1114]
- horoscope-title-box: [23, 2149, 174, 2317]
- zodiac-icon: ♓: [1430, 2150, 1456, 2175]
- squad-box: [407, 1674, 814, 1953]
- sidebar-author-name: ऋषभ मिश्रा: [1435, 368, 1495, 384]
- editorial-footer: [23, 1096, 326, 1166]
- lead-kicker: मजदूरों की सकुशल वापसी हर्ष और गर्व का विषय: [527, 110, 1013, 141]
- lead-author-box: [349, 227, 520, 576]
- trade-text: मार्गशीर्ष कृष्ण पक्ष की पुनर्वसु नक्षत्र के प्रभाव से सोना, चांदी के भाव में तेजी की चाल चलेगी, तिल, सरसों, जी, गुड़, खांड, चना आदि में मंदी होकर अचानक तेजी होगी। भाग्यांक 3695 है।: [1035, 2326, 1540, 2356]
- lead-col1-top: उत्तराखंड में चार धाम सड़क परियोजना के तहत बन रही सिलक्यारा सुरंग के हादसे ने सुरंगों की सुरक्षा को लेकर तमाम सवाल खड़े कर दिए हैं जिन पर विचार किया जाना बेहद जरूरी है। साथ ही इस हादसे में 348 घंटे जिंदगी की जंग लड़ते रहे 41 मजदूरों की सकुशल जिंदा वापसी न केवल हर्ष का, गर्व का विषय है बल्कि इस आपदा के दौर में राहत व बचाव कार्यों में देश की 15 से अधिक एजेंसियों के 650 से ज्यादा लोगे इंजीनियरों, वैज्ञानिकों, विषय विशेषज्ञों, डॉक्टरों, स्वास्थ्य कर्मियों, श्रमिकों और सुरक्षा कर्मियों, सेना व भारतीय वायुसेना के रात- दिन अनवरत अथक परिश्रम और राज्य के मुख्यमंत्री पुष्कर धामी द्वारा उत्तरकाशी में कैंप कर केन्द्र की एजेंसियों के साथ समन्वय स्थापित कर राहत व बचाव ऑपरेशन की रफ्तार को गति देने में जो अहम भूमिका निबाही, उसकी जितनी भी प्रशंसा की जाए वह कम है। इनके लगन और मेहनत के बलबूते 17 दिन सुरंग में फंसे रहने और जिंदगी और मौत के बीच जूझते 8 राज्यों यथा हिमाचल, उत्तराखंड, असम, पश्चिम बंगाल, उड़ीसा, बिहार, झारखंड और उत्तर प्रदेश के मजदूर बाहर आ सके और खुली हवा में सांस ले सके। दरअसल यह सुरंग हादसा देश-दुनिया का ऐसा हादसा रहा जो 17 दिनों तक न केवल दुनिया की मीडिया की सुर्खियों में रहा बल्कि दुनिया ने सुरंग में फंसे इन मजदूरों की सकुशल वापसी और: [526, 232, 669, 907]
- letters-title: आपका पत्र: [484, 917, 617, 943]
- rashi-header: [1198, 2149, 1312, 2177]
- kerala-headline: केरला ब्लास्टर्स और चेन्नईयिन का मुकाबला रहा ड्रॉ: [1352, 1680, 1540, 1771]
- rashi-cell: [1426, 2149, 1540, 2317]
- team-photo: [407, 1394, 814, 1667]
- rashi-header: [630, 2149, 743, 2177]
- rashi-name: कर्क: [590, 2152, 624, 2173]
- rashi-header: [516, 2149, 629, 2177]
- boxing-headline-1: पंघाल और थापा राष्ट्रीय मुक्केबाजी: [983, 1233, 1389, 1271]
- rashi-name: सिंह: [704, 2152, 738, 2173]
- main-kicker: [221, 1235, 971, 1259]
- rashi-header: [288, 2149, 402, 2177]
- boxing-photo: [1163, 1343, 1343, 1511]
- squad-australia: [615, 1712, 808, 1945]
- zodiac-icon: ♏: [976, 2150, 1001, 2175]
- section-title: विचार: [756, 12, 833, 55]
- rashi-cell: [971, 2149, 1085, 2317]
- rashi-name: वृष: [368, 2152, 397, 2173]
- rashi-prediction: टालमटोल के चलते कामकाज में परेशानी होगी, बुजुर्गों का दिया निर्देश लाभकारी रहेगा, सावधानी रखकर कार्य करें, हितकर रहेगा।: [520, 2180, 624, 2251]
- editorial-pullquote: कोर्ट ने पंजाब सरकार की याचिका पर विस्तृत फैसला देते हुए कहा है कि विधानसभा द्वारा पारित कानून वैध हैं। दरअसल, पंजाब सरकार ने विधानसभा का विशेष सत्र बुला कर चार कानून पारित किए थे।: [23, 653, 102, 902]
- rashi-header: [1084, 2149, 1198, 2177]
- sports-brief-title: Sports ब्रीफ: [23, 1237, 141, 1261]
- rashi-cell: [402, 2149, 516, 2317]
- main-col2: भी नाकाम रहे। बल्लेबाजों में श्रेयस अय्यर की वापसी के मायने हैं कि तिलक वर्मा को बाहर रहना पड़ सकता है चूंकि यशस्वी जायसवाल, रुतुराज गायकवाड़, ईशान किशन, कप्तान सूर्यकुमार यादव और: [407, 1963, 605, 2047]
- rashi-cell: [288, 2149, 402, 2317]
- rashi-header: [743, 2149, 856, 2177]
- rashi-prediction: बड़ी जिम्मेदारी पूरी होने से प्रसन्नता होगी, पुराना कर्ज चुकाना होने की संभावना है, शुभ समाचार मिलेगा, वाणी प्रभावशाली रहेगी।: [1430, 2180, 1529, 2251]
